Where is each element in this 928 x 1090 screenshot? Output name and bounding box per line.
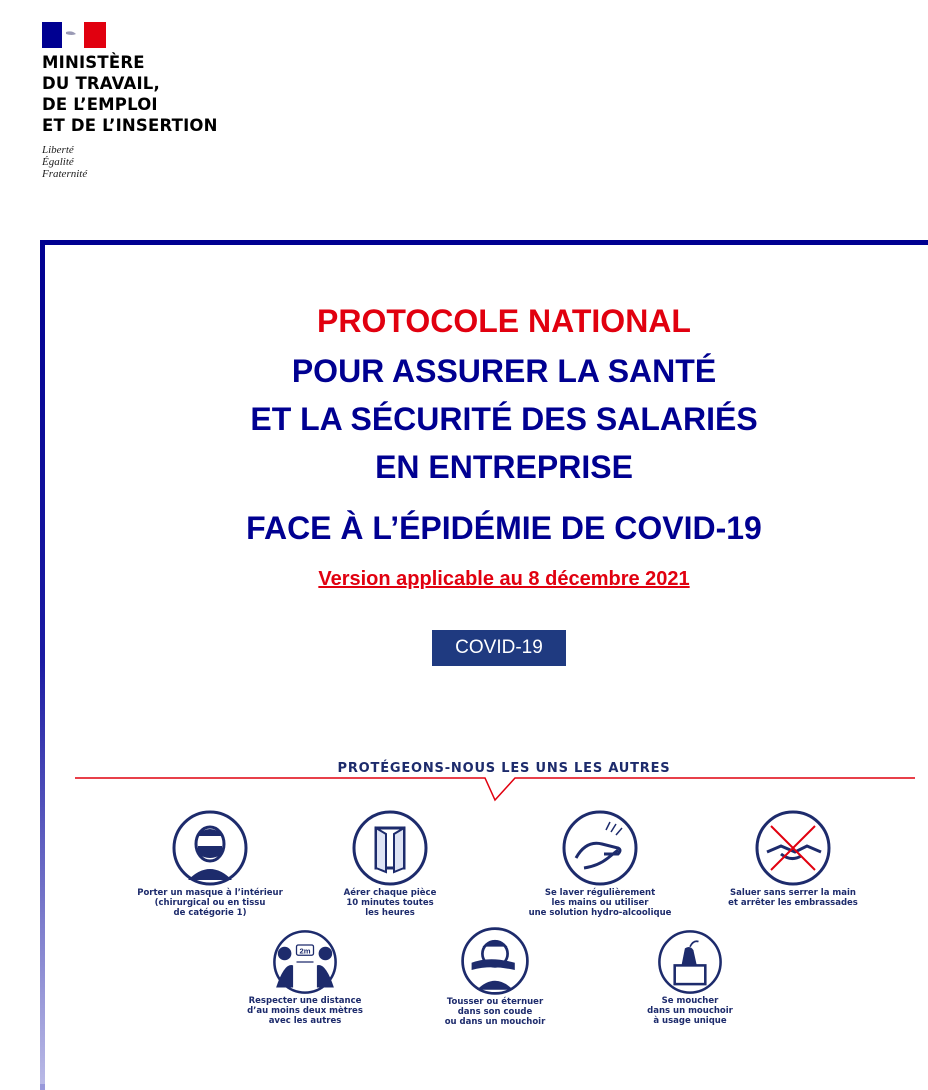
gesture-label: Se moucher dans un mouchoir à usage unique <box>647 996 733 1026</box>
cough-icon <box>459 925 531 997</box>
protocol-title: PROTOCOLE NATIONAL <box>317 303 691 339</box>
ministry-line: DE L’EMPLOI <box>42 95 158 114</box>
covid-badge: COVID-19 <box>432 630 566 666</box>
no-handshake-icon <box>753 808 833 888</box>
speech-line-icon <box>75 772 915 806</box>
republic-motto <box>42 144 87 180</box>
epidemic-line: FACE À L’ÉPIDÉMIE DE COVID-19 <box>246 510 762 546</box>
version-date: Version applicable au 8 décembre 2021 <box>318 568 690 590</box>
ministry-line: MINISTÈRE <box>42 53 145 72</box>
motto-line: Fraternité <box>42 168 88 180</box>
gesture-cough <box>430 925 560 1027</box>
ministry-line: ET DE L’INSERTION <box>42 116 218 135</box>
distance-icon <box>271 928 339 996</box>
motto-line: Égalité <box>42 156 74 168</box>
gesture-label: Porter un masque à l’intérieur (chirurgical ou en tissu de catégorie 1) <box>137 888 283 918</box>
gesture-handwash <box>510 808 690 918</box>
subtitle-line-3: EN ENTREPRISE <box>375 449 633 485</box>
gesture-tissue <box>625 928 755 1026</box>
ministry-line: DU TRAVAIL, <box>42 74 160 93</box>
gestures-title: PROTÉGEONS-NOUS LES UNS LES AUTRES <box>337 761 671 776</box>
subtitle-line-2: ET LA SÉCURITÉ DES SALARIÉS <box>250 401 758 437</box>
mask-icon <box>170 808 250 888</box>
motto-line: Liberté <box>42 144 74 156</box>
gesture-label: Se laver régulièrement les mains ou utiliser une solution hydro-alcoolique <box>528 888 672 918</box>
gesture-distance <box>235 928 375 1026</box>
gesture-no-handshake <box>718 808 868 908</box>
window-icon <box>350 808 430 888</box>
gesture-label: Respecter une distance d’au moins deux mètres avec les autres <box>247 996 363 1026</box>
cover-frame-left-border <box>40 240 45 1084</box>
ministry-name <box>42 52 342 136</box>
gesture-label: Aérer chaque pièce 10 minutes toutes les heures <box>343 888 437 918</box>
handwash-icon <box>560 808 640 888</box>
marianne-logo-icon <box>42 22 106 48</box>
distance-label: 2m <box>299 946 311 956</box>
subtitle-line-1: POUR ASSURER LA SANTÉ <box>291 353 717 389</box>
gesture-mask <box>130 808 290 918</box>
gesture-window <box>330 808 450 918</box>
tissue-icon <box>656 928 724 996</box>
gesture-label: Tousser ou éternuer dans son coude ou dans un mouchoir <box>444 997 546 1027</box>
gesture-label: Saluer sans serrer la main et arrêter les embrassades <box>728 888 858 908</box>
